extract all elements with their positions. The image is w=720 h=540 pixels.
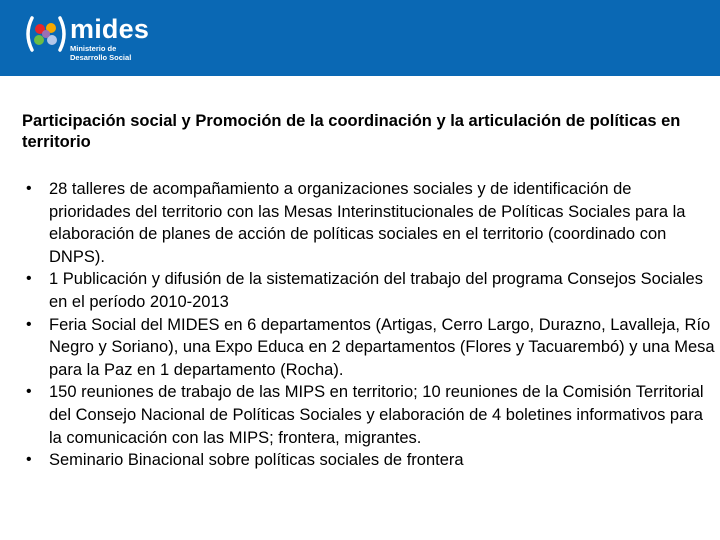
bullet-text: Feria Social del MIDES en 6 departamentos (Artigas, Cerro Largo, Durazno, Lavalleja, Río Negro y Soriano), una Expo Educa en 2 departamentos (Flores y Tacuarembó) y una Mesa para la Paz en 1 departamento (Rocha). <box>49 315 715 379</box>
bullet-text: 150 reuniones de trabajo de las MIPS en territorio; 10 reuniones de la Comisión Territorial del Consejo Nacional de Políticas Sociales y elaboración de 4 boletines informativos para la comunicación con las MIPS; frontera, migrantes. <box>49 383 704 447</box>
bullet-text: 28 talleres de acompañamiento a organizaciones sociales y de identificación de prioridades del territorio con las Mesas Interinstitucionales de Políticas Sociales para la elaboración de planes de acción de políticas sociales en el territorio (coordinado con DNPS). <box>49 180 686 266</box>
bullet-icon: • <box>26 180 32 197</box>
list-item <box>22 449 716 472</box>
slide-title: Participación social y Promoción de la coordinación y la articulación de políticas en territorio <box>22 112 681 151</box>
bullet-icon: • <box>26 270 32 288</box>
logo-subtitle <box>70 44 131 62</box>
list-item <box>22 381 716 449</box>
bullet-icon: • <box>26 383 32 401</box>
logo-subtitle-line: Desarrollo Social <box>70 53 132 62</box>
bullet-list <box>22 178 716 472</box>
logo-subtitle-line: Ministerio de <box>70 44 117 53</box>
list-item <box>22 178 716 268</box>
header-bar <box>0 0 720 76</box>
logo-wordmark: mides <box>70 14 150 44</box>
list-item <box>22 314 716 382</box>
bullet-text: 1 Publicación y difusión de la sistematización del trabajo del programa Consejos Sociales en el período 2010-2013 <box>49 270 703 311</box>
mides-logo-icon <box>24 14 68 54</box>
bullet-text: Seminario Binacional sobre políticas sociales de frontera <box>49 451 464 470</box>
list-item <box>22 268 716 313</box>
bullet-icon: • <box>26 315 32 333</box>
bullet-icon: • <box>26 451 32 469</box>
mides-logo[interactable] <box>24 12 174 64</box>
